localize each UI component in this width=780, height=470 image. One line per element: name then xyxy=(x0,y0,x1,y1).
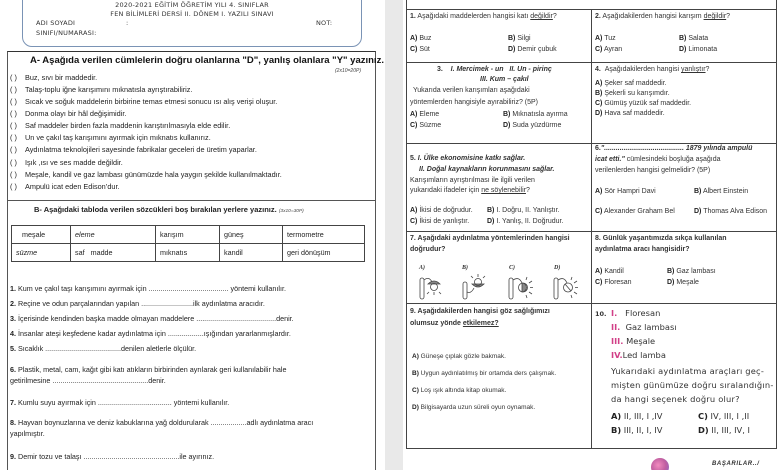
class-number-label: SINIFI/NUMARASI: xyxy=(36,29,97,37)
option-a[interactable]: A) Sör Hampri Davi xyxy=(595,188,656,195)
word-bank-table xyxy=(11,225,365,262)
question-8: 8. Günlük yaşantımızda sıkça kullanılan aydınlatma aracı hangisidir? A) Kandil B) Gaz lambası C) Floresan D) Meşale xyxy=(591,231,777,304)
order-item: II. Gaz lambası xyxy=(611,322,677,332)
option-a[interactable]: A) Kandil xyxy=(595,268,624,275)
option-b[interactable]: B) III, II, I, IV xyxy=(611,425,663,435)
order-item: III. Meşale xyxy=(611,336,656,346)
exam-page-right xyxy=(403,0,780,470)
word-cell: termometre xyxy=(283,226,365,244)
fill-item: 9. Demir tozu ve talaşı ................................................ile ayırınız. xyxy=(10,452,215,461)
option-a[interactable]: A) Güneşe çıplak gözle bakmak. xyxy=(412,353,506,360)
word-cell: geri dönüşüm xyxy=(283,244,365,262)
fill-item: 2. Reçine ve odun parçalarından yapılan ..........................ilk aydınlatma aracıdır. xyxy=(10,299,265,308)
option-d[interactable]: D) I. Yanlış, II. Doğrudur. xyxy=(487,218,564,225)
word-cell: güneş xyxy=(220,226,283,244)
tf-item: ( ) Un ve çakıl taş karışımını ayırmak için mıknatıs kullanırız. xyxy=(10,133,211,142)
question-1: 1. Aşağıdaki maddelerden hangisi katı değildir? A) Buz B) Silgi C) Süt D) Demir çubuk xyxy=(406,9,592,63)
table-row xyxy=(12,244,365,262)
exam-header-box xyxy=(22,0,362,47)
option-d[interactable]: D) Demir çubuk xyxy=(508,46,557,53)
option-d[interactable]: D) Thomas Alva Edison xyxy=(694,208,768,215)
question-7: 7. Aşağıdaki aydınlatma yöntemlerinden hangisi doğrudur? A) B) C) D) xyxy=(406,231,592,304)
option-d[interactable]: D) Limonata xyxy=(679,46,718,53)
decorative-badge-icon xyxy=(651,458,669,470)
answer-blank[interactable]: ( ) xyxy=(10,73,17,82)
word-cell: mıknatıs xyxy=(156,244,220,262)
question-5: 5. I. Ülke ekonomisine katkı sağlar. II. Doğal kaynakların korunmasını sağlar. Karışımların ayrıştırılması ile ilgili verilen yukarıdaki ifadeler için ne söylenebilir? A) İkisi de doğrudur. B) I. Doğru, II. Yanlıştır. C) İkisi de yanlıştır. D) I. Yanlış, II. Doğrudur. xyxy=(406,143,592,232)
success-message: BAŞARILAR../ xyxy=(712,461,760,467)
option-c[interactable]: C) Süzme xyxy=(410,122,442,129)
tf-item: ( ) Aydınlatma teknolojileri sayesinde fabrikalar geceleri de üretim yaparlar. xyxy=(10,145,257,154)
option-c[interactable]: C) Ayran xyxy=(595,46,623,53)
name-label: ADI SOYADI xyxy=(36,19,76,27)
option-a[interactable]: A) Şeker saf maddedir. xyxy=(595,80,667,87)
option-c[interactable]: C) Loş ışık altında kitap okumak. xyxy=(412,387,507,394)
tf-item: ( ) Talaş-toplu iğne karışımını mıknatısla ayrıştırabiliriz. xyxy=(10,85,193,94)
tf-item: ( ) Meşale, kandil ve gaz lambası günümüzde hala yaygın şekilde kullanılmaktadır. xyxy=(10,170,282,179)
answer-blank[interactable]: ( ) xyxy=(10,121,17,130)
option-c[interactable]: C) Floresan xyxy=(595,279,632,286)
section-divider xyxy=(7,200,376,201)
option-a[interactable]: A) Buz xyxy=(410,35,432,42)
section-a-points: (2x10=20P) xyxy=(335,68,361,74)
option-c[interactable]: C) Süt xyxy=(410,46,430,53)
option-d[interactable]: D) Hava saf maddedir. xyxy=(595,110,665,117)
fill-item-cont: yapılmıştır. xyxy=(10,429,45,438)
question-10: 10. I. Floresan II. Gaz lambası III. Meşale IV.Led lamba Yukarıdaki aydınlatma araçları geç- mişten günümüze doğru sıralandığın- da hangi seçenek doğru olur? A) II, III, I ,IV C) IV, III, I ,II B) III, II, I, IV D) II, III, IV, I xyxy=(591,303,777,449)
fill-item: 1. Kum ve çakıl taşı karışımını ayırmak için ........................................ yöntemi kullanılır. xyxy=(10,284,287,293)
option-d[interactable]: D) II, III, IV, I xyxy=(698,425,750,435)
question-4: 4. Aşağıdakilerden hangisi yanlıştır? A) Şeker saf maddedir. B) Şekerli su karışımdır. C) Gümüş yüzük saf maddedir. D) Hava saf maddedir. xyxy=(591,62,777,144)
answer-blank[interactable]: ( ) xyxy=(10,182,17,191)
tf-item: ( ) Saf maddeler birden fazla maddenin karıştırılmasıyla elde edilir. xyxy=(10,121,231,130)
option-c[interactable]: C) Gümüş yüzük saf maddedir. xyxy=(595,100,692,107)
option-a[interactable]: A) II, III, I ,IV xyxy=(611,411,663,421)
option-b[interactable]: B) Mıknatısla ayırma xyxy=(503,111,568,118)
tf-item: ( ) Ampulü icat eden Edison’dur. xyxy=(10,182,120,191)
option-d[interactable]: D) Bilgisayarda uzun süreli oyun oynamak. xyxy=(412,404,536,411)
fill-item: 4. İnsanlar ateşi keşfedene kadar aydınlatma için ..................ışığından yararlanmışlardır. xyxy=(10,329,291,338)
word-cell: eleme xyxy=(71,226,156,244)
option-c[interactable]: C) xyxy=(509,265,515,271)
option-c[interactable]: C) İkisi de yanlıştır. xyxy=(410,218,470,225)
option-b[interactable]: B) Albert Einstein xyxy=(694,188,749,195)
option-b[interactable]: B) Salata xyxy=(679,35,709,42)
table-row xyxy=(12,226,365,244)
option-b[interactable]: B) Şekerli su karışımdır. xyxy=(595,90,670,97)
option-a[interactable]: A) Eleme xyxy=(410,111,440,118)
answer-blank[interactable]: ( ) xyxy=(10,145,17,154)
word-cell: karışım xyxy=(156,226,220,244)
question-2: 2. Aşağıdakilerden hangisi karışım değildir? A) Tuz B) Salata C) Ayran D) Limonata xyxy=(591,9,777,63)
lamp-diagrams-icon xyxy=(419,274,589,300)
answer-blank[interactable]: ( ) xyxy=(10,133,17,142)
fill-item: 3. İçerisinde kendinden başka madde olmayan maddelere ........................................denir. xyxy=(10,314,294,323)
page-gap xyxy=(385,0,403,470)
section-b-points: (3x10=30P) xyxy=(278,209,304,214)
answer-blank[interactable]: ( ) xyxy=(10,85,17,94)
section-b-title: B- Aşağıdaki tabloda verilen sözcükleri boş bırakılan yerlere yazınız. (3x10=30P) xyxy=(34,205,304,214)
tf-item: ( ) Işık ,ısı ve ses madde değildir. xyxy=(10,158,123,167)
word-cell: kandil xyxy=(220,244,283,262)
answer-blank[interactable]: ( ) xyxy=(10,170,17,179)
header-year-line: 2020-2021 EĞİTİM ÖĞRETİM YILI 4. SINIFLAR xyxy=(115,1,269,9)
fill-item: 7. Kumlu suyu ayırmak için ..................................... yöntemi kullanılır. xyxy=(10,398,230,407)
exam-page-left xyxy=(0,0,385,470)
tf-item: ( ) Donma olayı bir hâl değişimidir. xyxy=(10,109,127,118)
question-3: 3. I. Mercimek - un II. Un - pirinç III. Kum – çakıl Yukarıda verilen karışımları aşağıdaki yöntemlerden hangisiyle ayırabiliriz? (5P) A) Eleme B) Mıknatısla ayırma C) Süzme D) Suda yüzdürme xyxy=(406,62,592,144)
option-b[interactable]: B) I. Doğru, II. Yanlıştır. xyxy=(487,207,560,214)
option-d[interactable]: D) Meşale xyxy=(667,279,699,286)
option-a[interactable]: A) xyxy=(419,265,425,271)
name-colon: : xyxy=(126,19,129,27)
fill-item: 5. Sıcaklık ......................................denilen aletlerle ölçülür. xyxy=(10,344,197,353)
option-a[interactable]: A) Tuz xyxy=(595,35,616,42)
option-b[interactable]: B) xyxy=(462,265,468,271)
word-cell: süzme xyxy=(12,244,71,262)
answer-blank[interactable]: ( ) xyxy=(10,109,17,118)
header-exam-title: FEN BİLİMLERİ DERSİ II. DÖNEM I. YAZILI SINAVI xyxy=(110,10,274,18)
option-b[interactable]: B) Silgi xyxy=(508,35,531,42)
option-b[interactable]: B) Uygun aydınlatılmış bir ortamda ders çalışmak. xyxy=(412,370,557,377)
answer-blank[interactable]: ( ) xyxy=(10,158,17,167)
option-b[interactable]: B) Gaz lambası xyxy=(667,268,716,275)
order-item: I. Floresan xyxy=(611,308,661,318)
option-c[interactable]: C) Alexander Graham Bel xyxy=(595,208,675,215)
tf-item: ( ) Sıcak ve soğuk maddelerin birbirine temas etmesi sonucu ısı alış verişi oluşur. xyxy=(10,97,278,106)
word-cell: meşale xyxy=(12,226,71,244)
grade-label: NOT: xyxy=(316,19,333,27)
question-9: 9. Aşağıdakilerden hangisi göz sağlığımızı olumsuz yönde etkilemez? A) Güneşe çıplak gözle bakmak. B) Uygun aydınlatılmış bir ortamda ders çalışmak. C) Loş ışık altında kitap okumak. D) Bilgisayarda uzun süreli oyun oynamak. xyxy=(406,303,592,449)
answer-blank[interactable]: ( ) xyxy=(10,97,17,106)
option-c[interactable]: C) IV, III, I ,II xyxy=(698,411,750,421)
word-cell: saf madde xyxy=(71,244,156,262)
fill-item: 6. Plastik, metal, cam, kağıt gibi katı atıkların birbirinden ayrılarak geri kullanılabilir hale xyxy=(10,365,287,374)
option-d[interactable]: D) xyxy=(554,265,561,271)
order-item: IV.Led lamba xyxy=(611,350,666,360)
option-d[interactable]: D) Suda yüzdürme xyxy=(503,122,562,129)
option-a[interactable]: A) İkisi de doğrudur. xyxy=(410,207,473,214)
fill-item-cont: getirilmesine ................................................denir. xyxy=(10,376,166,385)
section-a-title: A- Aşağıda verilen cümlelerin doğru olanlarına "D", yanlış olanlara "Y" yazınız. xyxy=(30,55,384,66)
question-6: 6."......................................... 1879 yılında ampulü icat etti." cümlesindeki boşluğa aşağıda verilenlerden hangisi gelmelidir? (5P) A) Sör Hampri Davi B) Albert Einstein C) Alexander Graham Bel D) Thomas Alva Edison xyxy=(591,143,777,232)
tf-item: ( ) Buz, sıvı bir maddedir. xyxy=(10,73,98,82)
fill-item: 8. Hayvan boynuzlarına ve deniz kabuklarına yağ doldurularak ..................adlı aydınlatma aracı xyxy=(10,418,314,427)
